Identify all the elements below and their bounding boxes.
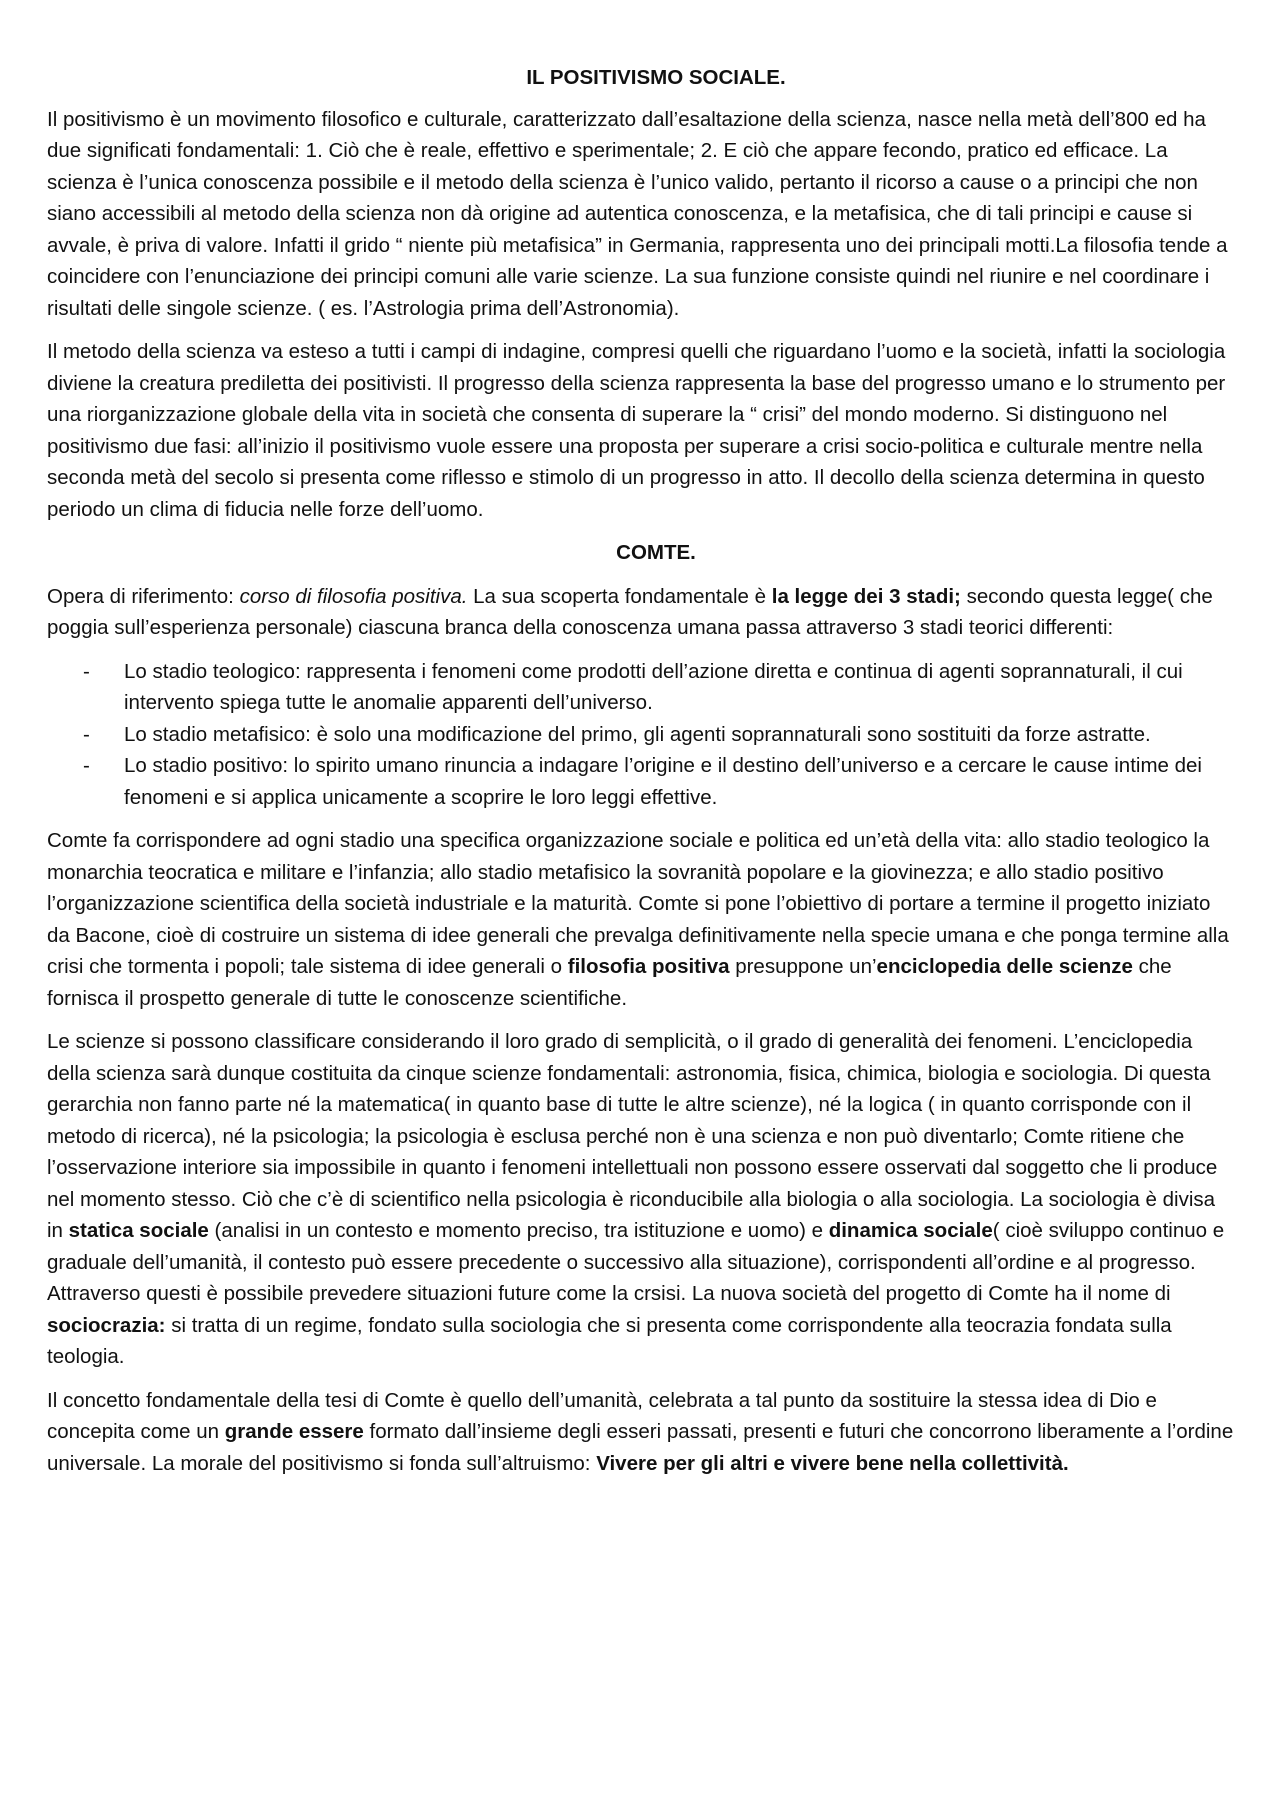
bold-text-run: statica sociale — [68, 1219, 209, 1242]
text-run: secondo questa legge( che poggia sull’esperienza personale) ciascuna branca della conoscenza umana passa attraverso 3 stadi teorici differenti: — [47, 584, 1213, 639]
classification-paragraph — [47, 1026, 1235, 1373]
text-run: (analisi in un contesto e momento preciso, tra istituzione e uomo) e — [208, 1219, 829, 1242]
list-item — [47, 656, 1235, 719]
bold-text-run: dinamica sociale — [828, 1219, 993, 1242]
bold-text-run: grande essere — [224, 1420, 364, 1443]
list-item — [47, 719, 1235, 751]
list-item-text: Lo stadio positivo: lo spirito umano rinuncia a indagare l’origine e il destino dell’universo e a cercare le cause intime dei fenomeni e si applica unicamente a scoprire le loro leggi effettive. — [124, 754, 1202, 809]
list-item — [47, 750, 1235, 813]
italic-text-run: corso di filosofia positiva. — [239, 584, 468, 608]
text-run: La sua scoperta fondamentale è — [467, 584, 772, 608]
text-run: Opera di riferimento: — [47, 584, 240, 608]
list-bullet-dash: - — [83, 754, 90, 777]
text-run: Le scienze si possono classificare considerando il loro grado di semplicità, o il grado di generalità dei fenomeni. L’enciclopedia della scienza sarà dunque costituita da cinque scienze fondamentali: astronomia, fisica, chimica, biologia e sociologia. Di questa gerarchia non fanno parte né la matematica( in quanto base di tutte le altre scienze), né la logica ( in quanto corrisponde con il metodo di ricerca), né la psicologia; la psicologia è esclusa perché non è una scienza e non può diventarlo; Comte ritiene che l’osservazione interiore sia impossibile in quanto i fenomeni intellettuali non possono essere osservati dal soggetto che li produce nel momento stesso. Ciò che c’è di scientifico nella psicologia è riconducibile alla biologia o alla sociologia. La sociologia è divisa in — [47, 1030, 1218, 1242]
list-item-text: Lo stadio metafisico: è solo una modificazione del primo, gli agenti soprannaturali sono sostituiti da forze astratte. — [124, 722, 1151, 746]
page-title: IL POSITIVISMO SOCIALE. — [526, 66, 786, 89]
humanity-paragraph — [47, 1385, 1235, 1480]
comte-intro-paragraph — [47, 581, 1235, 644]
intro-paragraph-1: Il positivismo è un movimento filosofico e culturale, caratterizzato dall’esaltazione della scienza, nasce nella metà dell’800 ed ha due significati fondamentali: 1. Ciò che è reale, effettivo e sperimentale; 2. E ciò che appare fecondo, pratico ed efficace. La scienza è l’unica conoscenza possibile e il metodo della scienza è l’unico valido, pertanto il ricorso a cause o a principi che non siano accessibili al metodo della scienza non dà origine ad autentica conoscenza, e la metafisica, che di tali principi e cause si avvale, è priva di valore. Infatti il grido “ niente più metafisica” in Germania, rappresenta uno dei principali motti.La filosofia tende a coincidere con l’enunciazione dei principi comuni alle varie scienze. La sua funzione consiste quindi nel riunire e nel coordinare i risultati delle singole scienze. ( es. l’Astrologia prima dell’Astronomia). — [47, 107, 1228, 320]
text-run: formato dall’insieme degli esseri passati, presenti e futuri che concorrono liberamente a l’ordine universale. La morale del positivismo si fonda sull’altruismo: — [47, 1420, 1234, 1475]
list-bullet-dash: - — [83, 722, 90, 746]
bold-text-run: la legge dei 3 stadi; — [771, 584, 961, 608]
text-run: presuppone un’ — [729, 955, 877, 978]
text-run: Comte fa corrispondere ad ogni stadio una specifica organizzazione sociale e politica ed un’età della vita: allo stadio teologico la monarchia teocratica e militare e l’infanzia; allo stadio metafisico la sovranità popolare e la giovinezza; e allo stadio positivo l’organizzazione scientifica della società industriale e la maturità. Comte si pone l’obiettivo di portare a termine il progetto iniziato da Bacone, cioè di costruire un sistema di idee generali che prevalga definitivamente nella specie umana e che ponga termine alla crisi che tormenta i popoli; tale sistema di idee generali o — [47, 829, 1229, 978]
list-bullet-dash: - — [83, 659, 90, 683]
text-run: si tratta di un regime, fondato sulla sociologia che si presenta come corrispondente alla teocrazia fondata sulla teologia. — [47, 1313, 1172, 1368]
text-run: ( cioè sviluppo continuo e graduale dell’umanità, il contesto può essere precedente o successivo alla situazione), corrispondenti all’ordine e al progresso. Attraverso questi è possibile prevedere situazioni future come la crsisi. La nuova società del progetto di Comte ha il nome di — [47, 1219, 1225, 1305]
correspondence-paragraph — [47, 825, 1235, 1014]
text-run: Il concetto fondamentale della tesi di Comte è quello dell’umanità, celebrata a tal punto da sostituire la stessa idea di Dio e concepita come un — [47, 1388, 1157, 1443]
list-item-text: Lo stadio teologico: rappresenta i fenomeni come prodotti dell’azione diretta e continua di agenti soprannaturali, il cui intervento spiega tutte le anomalie apparenti dell’universo. — [124, 659, 1183, 714]
section-heading-comte: COMTE. — [616, 541, 696, 564]
bold-text-run: sociocrazia: — [47, 1313, 166, 1337]
stages-list — [47, 656, 1235, 814]
text-run: che fornisca il prospetto generale di tutte le conoscenze scientifiche. — [47, 955, 1172, 1010]
bold-text-run: Vivere per gli altri e vivere bene nella collettività. — [596, 1451, 1069, 1475]
bold-text-run: filosofia positiva — [567, 955, 730, 978]
intro-paragraph-2: Il metodo della scienza va esteso a tutti i campi di indagine, compresi quelli che riguardano l’uomo e la società, infatti la sociologia diviene la creatura prediletta dei positivisti. Il progresso della scienza rappresenta la base del progresso umano e lo strumento per una riorganizzazione globale della vita in società che consenta di superare la “ crisi” del mondo moderno. Si distinguono nel positivismo due fasi: all’inizio il positivismo vuole essere una proposta per superare a crisi socio-politica e culturale mentre nella seconda metà del secolo si presenta come riflesso e stimolo di un progresso in atto. Il decollo della scienza determina in questo periodo un clima di fiducia nelle forze dell’uomo. — [47, 340, 1226, 521]
bold-text-run: enciclopedia delle scienze — [876, 955, 1133, 978]
